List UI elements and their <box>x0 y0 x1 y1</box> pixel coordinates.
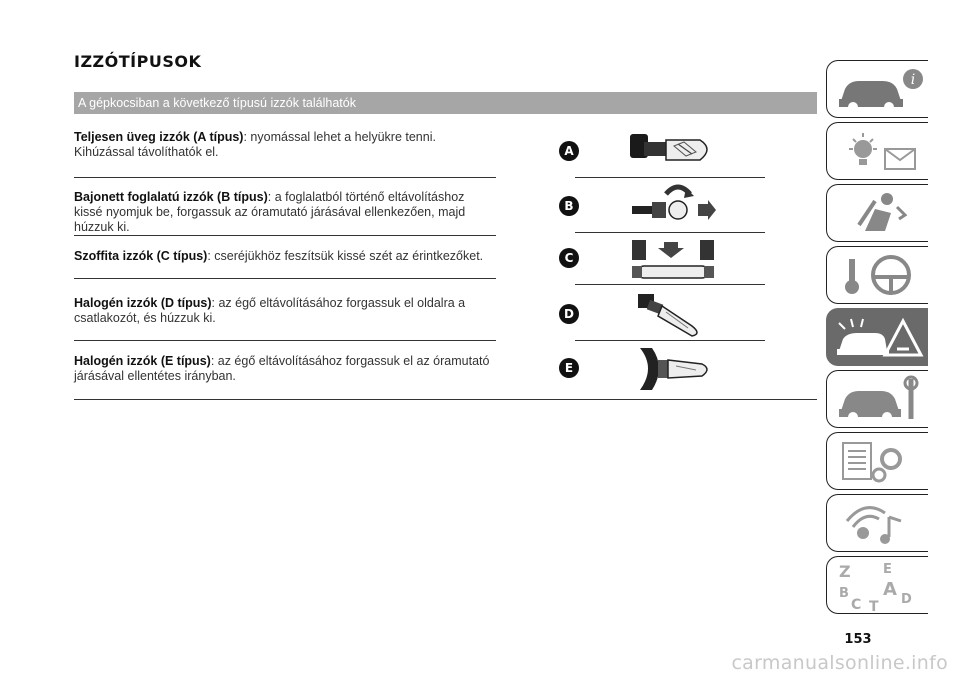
badge-b: B <box>559 196 579 216</box>
entry-heading: Halogén izzók (E típus) <box>74 354 211 368</box>
sidebar-tab-index[interactable] <box>826 556 928 614</box>
sidebar-tab-car-info[interactable] <box>826 60 928 118</box>
divider <box>575 284 765 285</box>
divider <box>575 177 765 178</box>
entry-text: : cseréjükhöz feszítsük kissé szét az érintkezőket. <box>207 249 484 263</box>
watermark: carmanualsonline.info <box>731 652 948 674</box>
bulb-type-e-illustration <box>632 344 716 394</box>
entry-type-c <box>74 249 496 264</box>
sidebar-tab-multimedia[interactable] <box>826 494 928 552</box>
divider <box>74 177 496 178</box>
entry-text: : a foglalatból történő eltávolításhoz kissé nyomjuk be, forgassuk az óramutató járásával ellenkezően, majd húzzuk ki. <box>74 190 466 234</box>
entry-text: : az égő eltávolításához forgassuk el az óramutató járásával ellentétes irányban. <box>74 354 490 383</box>
svg-text:B: B <box>839 586 849 601</box>
sidebar-tab-maintenance[interactable] <box>826 370 928 428</box>
entry-heading: Bajonett foglalatú izzók (B típus) <box>74 190 268 204</box>
entry-type-b <box>74 190 496 235</box>
badge-a: A <box>559 141 579 161</box>
entry-text: : nyomással lehet a helyükre tenni. Kihúzással távolíthatók el. <box>74 130 436 159</box>
badge-e: E <box>559 358 579 378</box>
entry-heading: Teljesen üveg izzók (A típus) <box>74 130 244 144</box>
sidebar-tab-warning-lights[interactable] <box>826 122 928 180</box>
bulb-type-a-illustration <box>622 128 722 176</box>
divider <box>74 235 496 236</box>
divider <box>575 340 765 341</box>
entry-heading: Halogén izzók (D típus) <box>74 296 212 310</box>
car-info-icon <box>835 65 927 115</box>
car-breakdown-triangle-icon <box>835 313 927 363</box>
divider <box>575 232 765 233</box>
svg-text:C: C <box>851 597 862 611</box>
warning-light-message-icon <box>835 127 927 177</box>
data-gears-icon <box>835 437 927 487</box>
entry-type-a <box>74 130 496 160</box>
svg-text:Z: Z <box>839 562 851 581</box>
badge-c: C <box>559 248 579 268</box>
svg-text:i: i <box>910 72 916 88</box>
badge-d: D <box>559 304 579 324</box>
svg-text:T: T <box>869 599 879 611</box>
bulb-type-c-illustration <box>628 238 718 282</box>
divider <box>74 278 496 279</box>
alphabetical-index-icon <box>835 561 927 611</box>
divider-bottom <box>74 399 817 400</box>
entry-type-d <box>74 296 496 326</box>
bulb-type-b-illustration <box>628 180 718 230</box>
svg-text:A: A <box>883 579 897 600</box>
sidebar-tab-starting-driving[interactable] <box>826 246 928 304</box>
divider <box>74 340 496 341</box>
car-wrench-icon <box>835 375 927 425</box>
svg-text:D: D <box>901 592 912 607</box>
section-banner: A gépkocsiban a következő típusú izzók találhatók <box>74 92 817 114</box>
sidebar-tab-technical-data[interactable] <box>826 432 928 490</box>
entry-heading: Szoffita izzók (C típus) <box>74 249 208 263</box>
entry-type-e <box>74 354 496 384</box>
page-title: IZZÓTÍPUSOK <box>74 52 202 71</box>
entry-text: : az égő eltávolításához forgassuk el oldalra a csatlakozót, és húzzuk ki. <box>74 296 466 325</box>
multimedia-icon <box>835 499 927 549</box>
sidebar-tab-safety[interactable] <box>826 184 928 242</box>
sidebar-tab-emergency[interactable] <box>826 308 928 366</box>
svg-text:E: E <box>883 562 892 577</box>
page-number: 153 <box>844 632 872 647</box>
key-steering-wheel-icon <box>835 251 927 301</box>
airbag-seat-icon <box>835 189 927 239</box>
bulb-type-d-illustration <box>632 288 712 338</box>
